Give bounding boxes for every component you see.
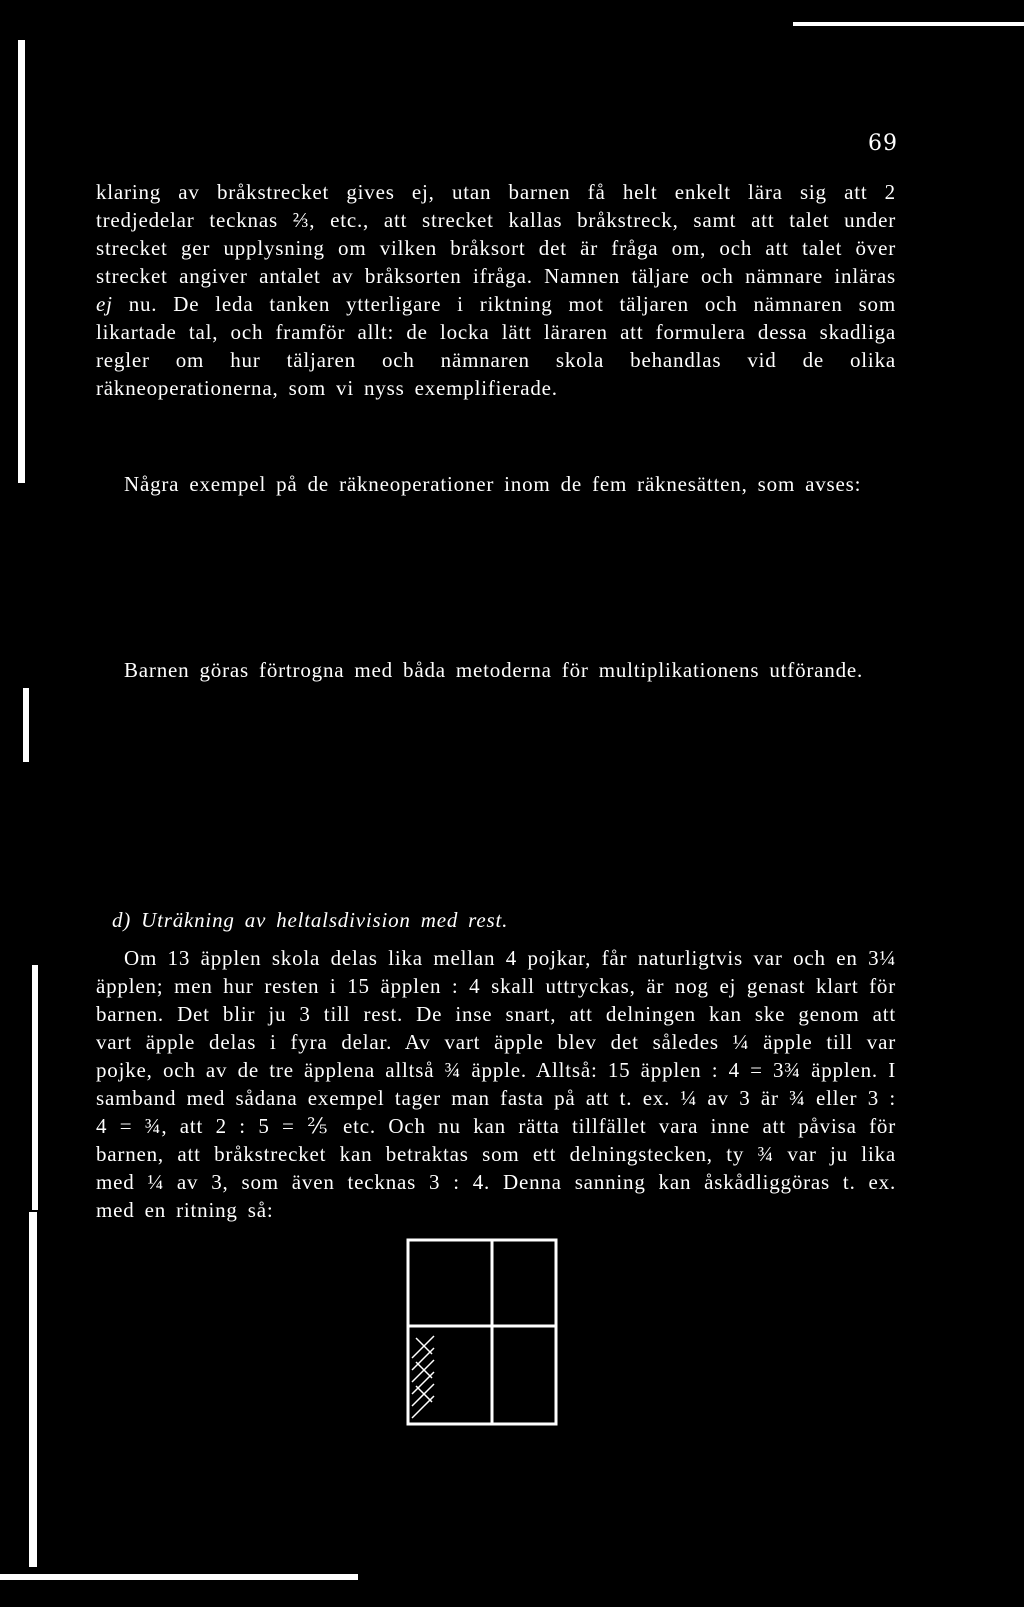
figure-hatched-part	[412, 1336, 434, 1418]
section-d-body: Om 13 äpplen skola delas lika mellan 4 pojkar, får naturligtvis var och en 3¼ äpplen; men hur resten i 15 äpplen : 4 skall uttryckas, är nog ej genast klart för barnen. Det blir ju 3 till rest. De inse snart, att delningen kan ske genom att vart äpple delas i fyra delar. Av vart äpple blev det således ¼ äpple till var pojke, och av de tre äpplena alltså ¾ äpple. Alltså: 15 äpplen : 4 = 3¾ äpplen. I samband med sådana exempel tager man fasta på att t. ex. ¼ av 3 är ¾ eller 3 : 4 = ¾, att 2 : 5 = ⅖ etc. Och nu kan rätta tillfället vara inne att påvisa för barnen, att bråkstrecket kan betraktas som ett delningstecken, ty ¾ var ju lika med ¼ av 3, som även tecknas 3 : 4. Denna sanning kan åskådliggöras t. ex. med en ritning så:	[96, 946, 896, 1222]
paragraph-1-emphasis: ej	[96, 292, 113, 316]
scan-edge-bottom	[0, 1574, 358, 1580]
scan-edge-left-1	[18, 40, 25, 483]
scan-edge-top	[793, 22, 1024, 26]
section-d	[96, 906, 896, 1224]
figure-outline	[408, 1240, 556, 1424]
paragraph-1-text-a: klaring av bråkstrecket gives ej, utan barnen få helt enkelt lära sig att 2 tredjedelar tecknas ⅔, etc., att strecket kallas bråkstreck, samt att talet under strecket ger upplysning om vilken bråksort det är fråga om, och att talet över strecket angiver antalet av bråksorten ifråga. Namnen täljare och nämnare inläras	[96, 180, 896, 288]
paragraph-3	[96, 656, 896, 684]
scan-edge-left-2	[23, 688, 29, 762]
paragraph-2: Några exempel på de räkneoperationer inom de fem räknesätten, som avses:	[124, 472, 862, 496]
section-d-heading: d) Uträkning av heltalsdivision med rest.	[112, 908, 509, 932]
fraction-drawing	[406, 1238, 558, 1426]
paragraph-3-text: Barnen göras förtrogna med båda metoderna för multiplikationens utförande.	[124, 658, 864, 682]
scan-edge-left-4	[29, 1212, 37, 1567]
paragraph-1	[96, 178, 896, 402]
paragraph-1-text-b: nu. De leda tanken ytterligare i riktning mot täljaren och nämnaren som likartade tal, och framför allt: de locka lätt läraren att formulera dessa skadliga regler om hur täljaren och nämnaren skola behandlas vid de olika räkneoperationerna, som vi nyss exemplifierade.	[96, 292, 896, 400]
divided-square-figure	[406, 1238, 558, 1426]
scan-edge-left-3	[32, 965, 38, 1210]
page-number: 69	[868, 131, 898, 156]
